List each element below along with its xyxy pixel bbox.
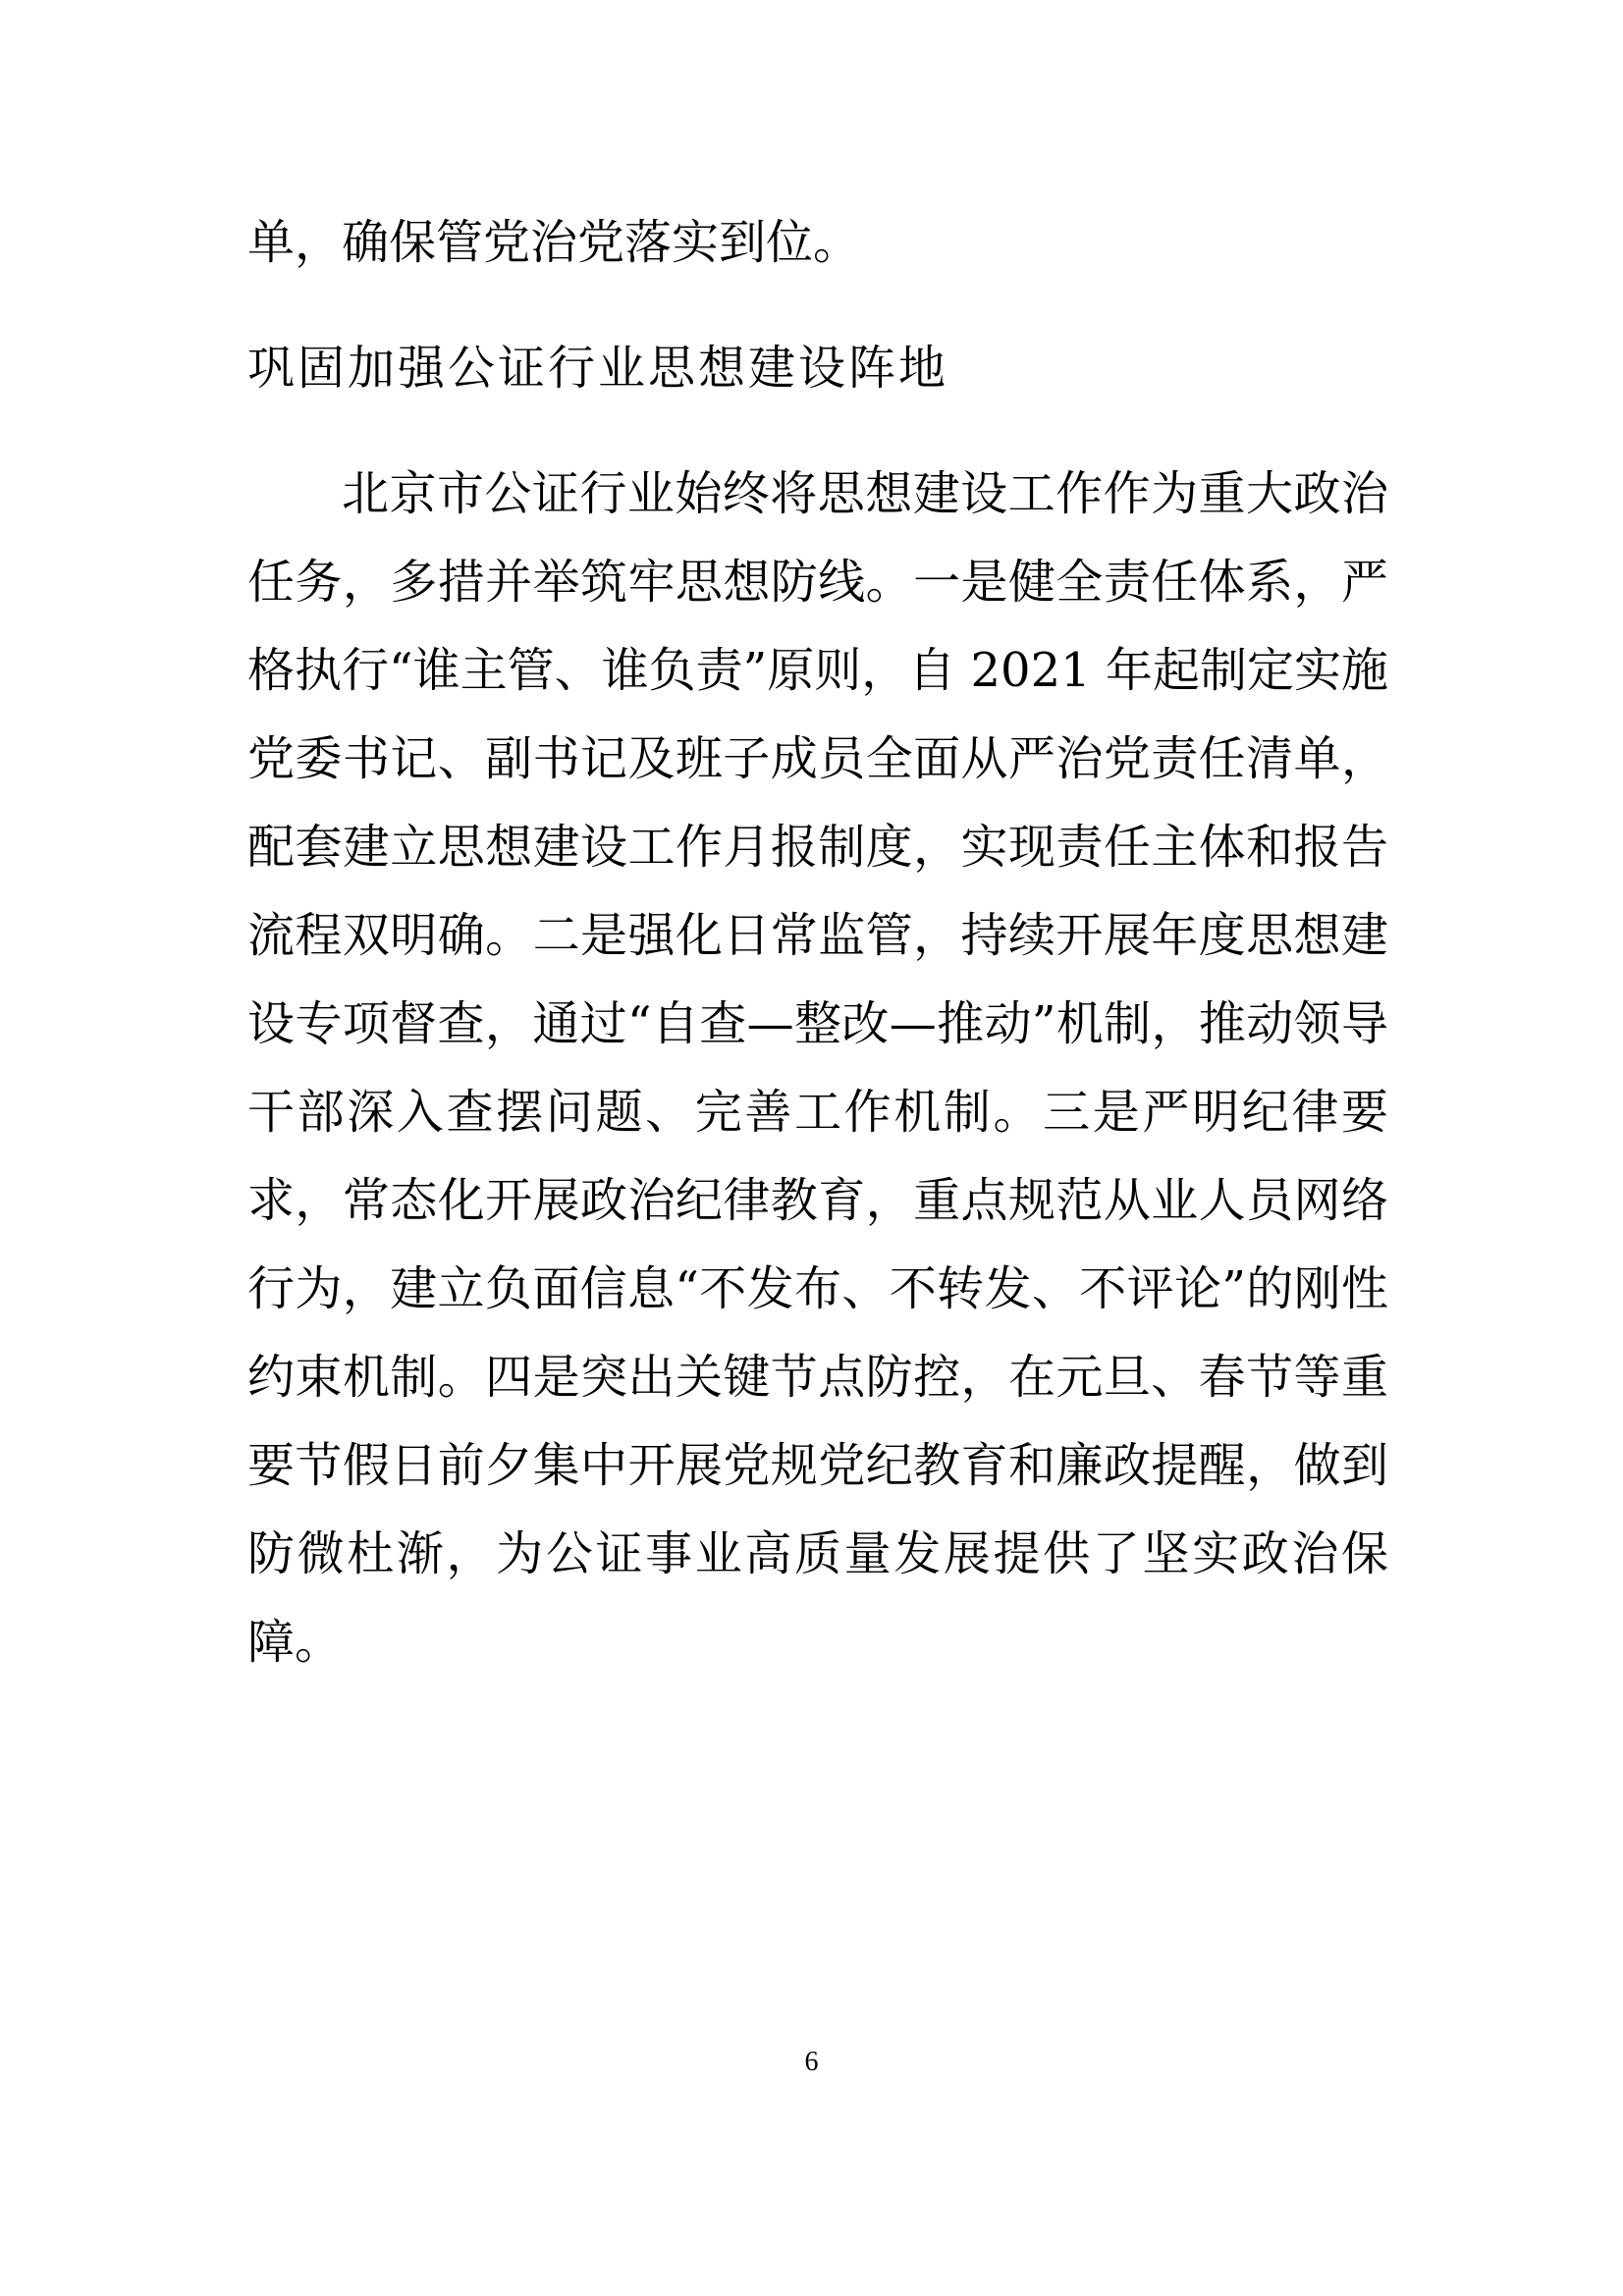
- section-heading: 巩固加强公证行业思想建设阵地: [247, 341, 949, 396]
- page-number: 6: [804, 2047, 819, 2077]
- continuation-paragraph: 单，确保管党治党落实到位。: [247, 215, 861, 270]
- body-paragraph: 北京市公证行业始终将思想建设工作作为重大政治任务，多措并举筑牢思想防线。一是健全责任体系，严格执行“谁主管、谁负责”原则，自 2021 年起制定实施党委书记、副书记及班子成员全面从严治党责任清单，配套建立思想建设工作月报制度，实现责任主体和报告流程双明确。二是强化日常监管，持续开展年度思想建设专项督查，通过“自查—整改—推动”机制，推动领导干部深入查摆问题、完善工作机制。三是严明纪律要求，常态化开展政治纪律教育，重点规范从业人员网络行为，建立负面信息“不发布、不转发、不评论”的刚性约束机制。四是突出关键节点防控，在元旦、春节等重要节假日前夕集中开展党规党纪教育和廉政提醒，做到防微杜渐，为公证事业高质量发展提供了坚实政治保障。: [247, 466, 1388, 1670]
